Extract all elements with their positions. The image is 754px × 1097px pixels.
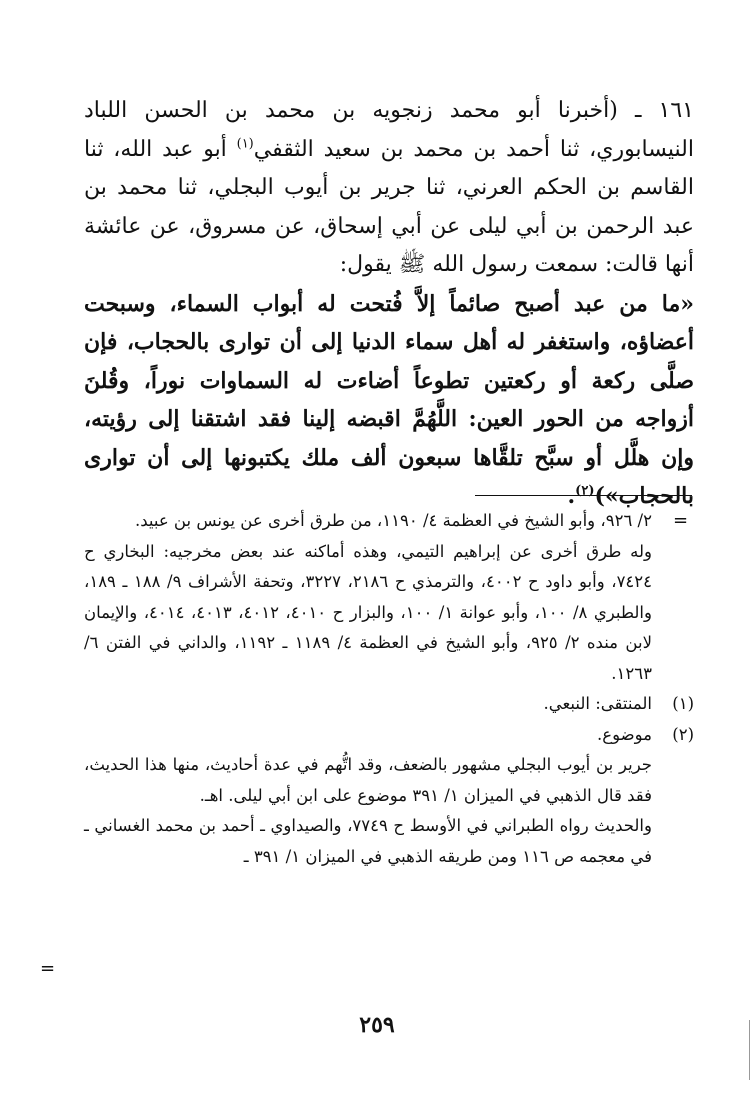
footnotes-section	[84, 506, 694, 872]
main-text-body	[84, 92, 694, 516]
footnote-2	[84, 720, 694, 751]
hadith-isnad-paragraph	[84, 92, 694, 285]
footnote-ref-2[interactable]: (٢)	[575, 483, 595, 499]
footnote-1	[84, 689, 694, 720]
footnote-2-text: موضوع.	[597, 724, 652, 744]
page-edge-line	[743, 1020, 750, 1080]
matn-close-paren: )	[594, 483, 605, 509]
isnad-text-rest: أبو عبد الله، ثنا القاسم بن الحكم العرني، ثنا جرير بن أيوب البجلي، ثنا محمد بن عبد الرحمن بن أبي ليلى عن أبي إسحاق، عن مسروق، عن عائشة أنها قالت: سمعت رسول الله ﷺ يقول:	[84, 136, 694, 277]
footnote-routes-text: وله طرق أخرى عن إبراهيم التيمي، وهذه أماكنه عند بعض مخرجيه: البخاري ح ٧٤٢٤، وأبو داود ح ٤٠٠٢، والترمذي ح ٢١٨٦، ٣٢٢٧، وتحفة الأشراف ٩/ ١٨٨ ـ ١٨٩، والطبري ٨/ ١٠٠، وأبو عوانة ١/ ١٠٠، والبزار ح ٤٠١٠، ٤٠١٢، ٤٠١٣، ٤٠١٤، والإيمان لابن منده ٢/ ٩٢٥، وأبو الشيخ في العظمة ٤/ ١١٨٩ ـ ١١٩٢، والداني في الفتن ٦/ ١٢٦٣.	[84, 541, 653, 683]
continuation-mark-top: =	[673, 510, 689, 531]
footnote-2-commentary: جرير بن أيوب البجلي مشهور بالضعف، وقد اتُّهم في عدة أحاديث، منها هذا الحديث، فقد قال الذهبي في الميزان ١/ ٣٩١ موضوع على ابن أبي ليلى. اهـ.	[84, 755, 652, 805]
footnote-1-number: (١)	[672, 694, 694, 713]
matn-period: .	[567, 483, 576, 509]
page-number: ٢٥٩	[359, 1012, 395, 1038]
footnote-2-number: (٢)	[672, 724, 694, 744]
footnote-1-text: المنتقى: النبعي.	[543, 694, 652, 713]
hadith-matn-paragraph	[84, 285, 694, 516]
footnote-ref-1[interactable]: (١)	[236, 136, 254, 152]
matn-text: «ما من عبد أصبح صائماً إلاَّ فُتحت له أبواب السماء، وسبحت أعضاؤه، واستغفر له أهل سماء الدنيا إلى أن توارى بالحجاب، فإن صلَّى ركعة أو ركعتين تطوعاً أضاءت له السماوات نوراً، وقُلنَ أزواجه من الحور العين: اللَّهُمَّ اقبضه إلينا فقد اشتقنا إلى رؤيته، وإن هلَّل أو سبَّح تلقَّاها سبعون ألف ملك يكتبونها إلى أن توارى بالحجاب»	[84, 290, 694, 509]
footnote-continued-text: ٢/ ٩٢٦، وأبو الشيخ في العظمة ٤/ ١١٩٠، من طرق أخرى عن يونس بن عبيد.	[134, 511, 652, 530]
footnote-separator	[475, 495, 692, 496]
isnad-text: ١٦١ ـ (أخبرنا أبو محمد زنجويه بن محمد بن الحسن اللباد النيسابوري، ثنا أحمد بن محمد بن سعيد الثقفي	[84, 98, 694, 162]
continuation-mark-bottom: =	[40, 958, 56, 979]
footnote-2-sources: والحديث رواه الطبراني في الأوسط ح ٧٧٤٩، والصيداوي ـ أحمد بن محمد الغساني ـ في معجمه ص ١١٦ ومن طريقه الذهبي في الميزان ١/ ٣٩١ ـ	[84, 816, 652, 866]
